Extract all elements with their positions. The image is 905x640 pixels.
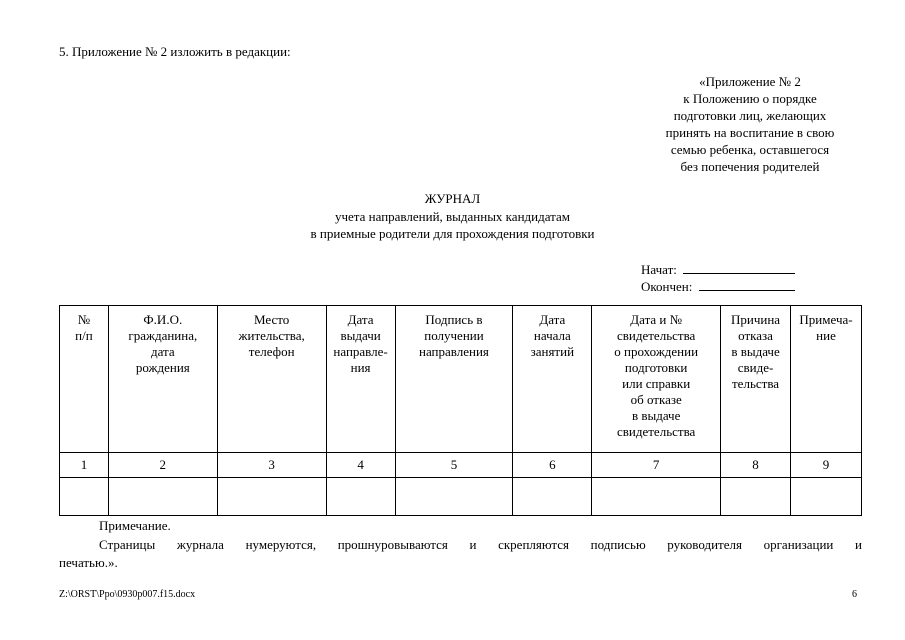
- empty-data-row: [60, 478, 862, 516]
- column-number-cell: 2: [108, 453, 217, 478]
- header-cell-number: № п/п: [60, 306, 109, 453]
- empty-cell: [513, 478, 592, 516]
- ended-label: Окончен:: [641, 279, 693, 294]
- started-field: [641, 260, 795, 278]
- empty-cell: [721, 478, 791, 516]
- column-number-row: [60, 453, 862, 478]
- empty-cell: [395, 478, 513, 516]
- empty-cell: [326, 478, 395, 516]
- journal-subtitle-2: в приемные родители для прохождения подготовки: [310, 226, 595, 241]
- empty-cell: [791, 478, 862, 516]
- column-number-cell: 5: [395, 453, 513, 478]
- started-label: Начат:: [641, 262, 677, 277]
- header-cell-issue-date: Дата выдачи направле- ния: [326, 306, 395, 453]
- header-cell-residence: Место жительства, телефон: [217, 306, 326, 453]
- journal-title: ЖУРНАЛ: [424, 191, 481, 206]
- note-text-line-2: печатью.».: [59, 555, 118, 570]
- empty-cell: [592, 478, 721, 516]
- empty-cell: [217, 478, 326, 516]
- appendix-line: семью ребенка, оставшегося: [670, 142, 830, 157]
- appendix-reference: [600, 73, 900, 175]
- header-cell-certificate: Дата и № свидетельства о прохождении подготовки или справки об отказе в выдаче свидетельства: [592, 306, 721, 453]
- empty-cell: [108, 478, 217, 516]
- column-number-cell: 6: [513, 453, 592, 478]
- column-number-cell: 4: [326, 453, 395, 478]
- header-cell-start-date: Дата начала занятий: [513, 306, 592, 453]
- column-number-cell: 7: [592, 453, 721, 478]
- header-cell-note: Примеча- ние: [791, 306, 862, 453]
- ended-blank-line: [699, 277, 795, 291]
- column-number-cell: 1: [60, 453, 109, 478]
- appendix-line: к Положению о порядке: [683, 91, 817, 106]
- page-number: 6: [852, 589, 857, 600]
- appendix-line: принять на воспитание в свою: [665, 125, 835, 140]
- journal-subtitle-1: учета направлений, выданных кандидатам: [334, 209, 570, 224]
- started-blank-line: [683, 260, 795, 274]
- intro-paragraph: 5. Приложение № 2 изложить в редакции:: [59, 44, 291, 59]
- table-header-row: [60, 306, 862, 453]
- column-number-cell: 9: [791, 453, 862, 478]
- note-title: Примечание.: [99, 518, 171, 533]
- journal-table: [59, 305, 862, 516]
- column-number-cell: 8: [721, 453, 791, 478]
- column-number-cell: 3: [217, 453, 326, 478]
- note-text-line-1: Страницы журнала нумеруются, прошнуровываются и скрепляются подписью руководителя организации и: [99, 537, 862, 552]
- appendix-line: «Приложение № 2: [699, 74, 801, 89]
- empty-cell: [60, 478, 109, 516]
- appendix-line: без попечения родителей: [680, 159, 820, 174]
- header-cell-refusal-reason: Причина отказа в выдаче свиде- тельства: [721, 306, 791, 453]
- ended-field: [641, 277, 795, 295]
- appendix-line: подготовки лиц, желающих: [673, 108, 827, 123]
- file-path-footer: Z:\ORST\Ppo\0930p007.f15.docx: [59, 589, 196, 600]
- header-cell-signature: Подпись в получении направления: [395, 306, 513, 453]
- header-cell-name: Ф.И.О. гражданина, дата рождения: [108, 306, 217, 453]
